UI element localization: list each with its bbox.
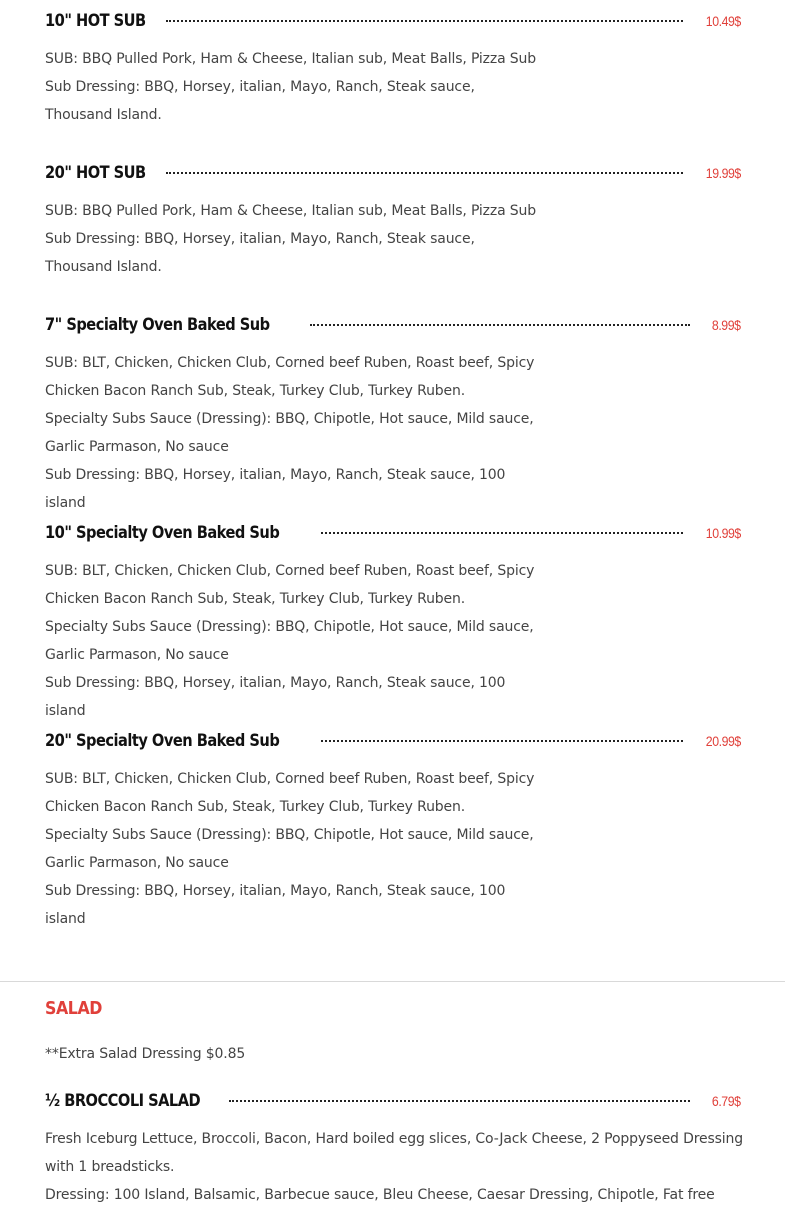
description-line: Specialty Subs Sauce (Dressing): BBQ, Chipotle, Hot sauce, Mild sauce,: [45, 619, 534, 635]
menu-item-title: 20" Specialty Oven Baked Sub: [45, 731, 280, 751]
description-line: Chicken Bacon Ranch Sub, Steak, Turkey Club, Turkey Ruben.: [45, 799, 466, 815]
menu-item-price: 20.99$: [705, 733, 741, 749]
menu-item-header: [45, 161, 741, 185]
menu-item: [0, 1089, 785, 1209]
menu-item-price: 10.49$: [705, 13, 741, 29]
menu-item-description: [45, 45, 545, 129]
menu-item-price: 6.79$: [712, 1093, 741, 1109]
menu-item: [0, 521, 785, 725]
menu-item-description: [45, 349, 545, 517]
menu-item-header: [45, 9, 741, 33]
menu-item-description: [45, 1125, 745, 1209]
dotted-leader: [321, 740, 683, 742]
dotted-leader: [229, 1100, 690, 1102]
menu-item-header: [45, 729, 741, 753]
dotted-leader: [166, 172, 683, 174]
description-line: Specialty Subs Sauce (Dressing): BBQ, Chipotle, Hot sauce, Mild sauce,: [45, 827, 534, 843]
description-line: Thousand Island.: [45, 259, 162, 275]
menu-item-title: ½ BROCCOLI SALAD: [45, 1091, 201, 1111]
menu-item-price: 19.99$: [705, 165, 741, 181]
description-line: SUB: BBQ Pulled Pork, Ham & Cheese, Italian sub, Meat Balls, Pizza Sub: [45, 203, 536, 219]
menu-item: [0, 161, 785, 281]
menu-item-title: 10" Specialty Oven Baked Sub: [45, 523, 280, 543]
dotted-leader: [166, 20, 683, 22]
description-line: Chicken Bacon Ranch Sub, Steak, Turkey Club, Turkey Ruben.: [45, 383, 466, 399]
description-line: SUB: BLT, Chicken, Chicken Club, Corned beef Ruben, Roast beef, Spicy: [45, 355, 535, 371]
menu-item-header: [45, 521, 741, 545]
menu-item-description: [45, 557, 545, 725]
description-line: SUB: BLT, Chicken, Chicken Club, Corned beef Ruben, Roast beef, Spicy: [45, 563, 535, 579]
description-line: Garlic Parmason, No sauce: [45, 647, 229, 663]
menu-item: [0, 729, 785, 933]
menu-item-title: 7" Specialty Oven Baked Sub: [45, 315, 270, 335]
description-line: Specialty Subs Sauce (Dressing): BBQ, Chipotle, Hot sauce, Mild sauce,: [45, 411, 534, 427]
menu-item-price: 8.99$: [712, 317, 741, 333]
description-line: Sub Dressing: BBQ, Horsey, italian, Mayo, Ranch, Steak sauce, 100 island: [45, 675, 506, 719]
description-line: Fresh Iceburg Lettuce, Broccoli, Bacon, Hard boiled egg slices, Co-Jack Cheese, 2 Poppyseed Dressing: [45, 1131, 743, 1147]
description-line: with 1 breadsticks.: [45, 1159, 175, 1175]
menu-item: [0, 313, 785, 517]
description-line: Sub Dressing: BBQ, Horsey, italian, Mayo, Ranch, Steak sauce, 100 island: [45, 883, 506, 927]
salad-extra-dressing-note: **Extra Salad Dressing $0.85: [45, 1046, 246, 1062]
menu-item-header: [45, 313, 741, 337]
menu-item: [0, 9, 785, 129]
menu-item-description: [45, 765, 545, 933]
section-heading-salad: SALAD: [45, 998, 102, 1019]
dotted-leader: [310, 324, 690, 326]
menu-item-header: [45, 1089, 741, 1113]
description-line: Sub Dressing: BBQ, Horsey, italian, Mayo, Ranch, Steak sauce,: [45, 231, 475, 247]
description-line: Sub Dressing: BBQ, Horsey, italian, Mayo, Ranch, Steak sauce,: [45, 79, 475, 95]
menu-item-title: 10" HOT SUB: [45, 11, 146, 31]
description-line: Garlic Parmason, No sauce: [45, 855, 229, 871]
menu-item-price: 10.99$: [705, 525, 741, 541]
section-divider: [0, 981, 785, 982]
description-line: Garlic Parmason, No sauce: [45, 439, 229, 455]
description-line: SUB: BBQ Pulled Pork, Ham & Cheese, Italian sub, Meat Balls, Pizza Sub: [45, 51, 536, 67]
description-line: Thousand Island.: [45, 107, 162, 123]
menu-item-title: 20" HOT SUB: [45, 163, 146, 183]
menu-item-description: [45, 197, 545, 281]
description-line: SUB: BLT, Chicken, Chicken Club, Corned beef Ruben, Roast beef, Spicy: [45, 771, 535, 787]
dotted-leader: [321, 532, 683, 534]
description-line: Chicken Bacon Ranch Sub, Steak, Turkey Club, Turkey Ruben.: [45, 591, 466, 607]
description-line: Dressing: 100 Island, Balsamic, Barbecue sauce, Bleu Cheese, Caesar Dressing, Chipotle, Fat free: [45, 1187, 715, 1203]
description-line: Sub Dressing: BBQ, Horsey, italian, Mayo, Ranch, Steak sauce, 100 island: [45, 467, 506, 511]
